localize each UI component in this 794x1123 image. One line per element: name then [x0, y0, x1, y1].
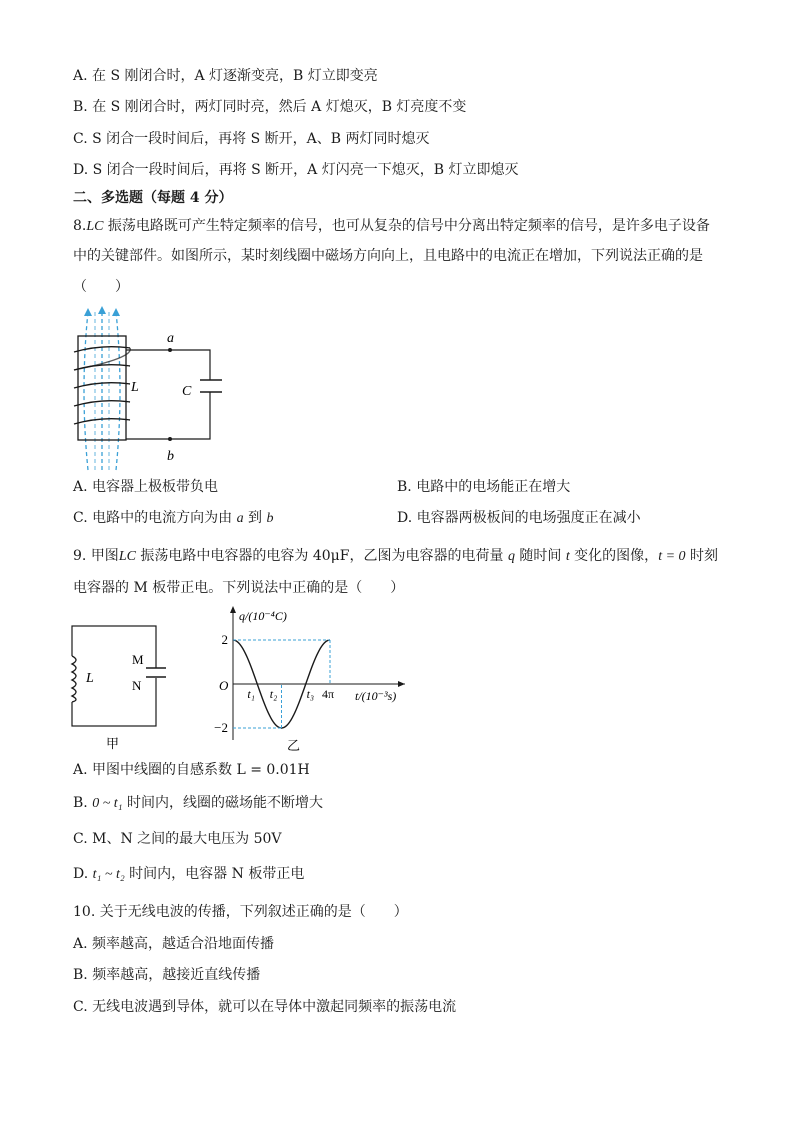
x-tick-t1: t₁	[247, 687, 255, 701]
x-axis-label: t/(10⁻³s)	[355, 689, 397, 703]
q9-option-d-range: t₁ ~ t₂	[92, 867, 125, 882]
q10-option-b: B. 频率越高，越接近直线传播	[73, 967, 261, 983]
q7-option-a: A. 在 S 刚闭合时，A 灯逐渐变亮，B 灯立即变亮	[73, 68, 378, 84]
label-b: b	[167, 449, 174, 464]
jia-label-l: L	[86, 671, 94, 686]
q9-stem-mid2: ，乙图为电容器的电荷量	[349, 548, 508, 564]
q9-option-a: A. 甲图中线圈的自感系数 L = 0.01H	[73, 762, 310, 778]
q8-option-b: B. 电路中的电场能正在增大	[397, 479, 571, 495]
x-axis-arrow	[398, 681, 405, 687]
label-a: a	[167, 331, 174, 346]
q10-option-c: C. 无线电波遇到导体，就可以在导体中激起同频率的振荡电流	[73, 999, 457, 1015]
q9-t: t	[565, 549, 570, 564]
q9-option-c: C. M、N 之间的最大电压为 50V	[73, 831, 282, 847]
q9-option-b-pre: B.	[73, 795, 93, 811]
section-title: 二、多选题（每题 4 分）	[73, 190, 233, 206]
q9-stem-end: 时刻	[685, 548, 718, 564]
y-tick-neg2: −2	[214, 720, 228, 735]
q7-option-c: C. S 闭合一段时间后，再将 S 断开，A、B 两灯同时熄灭	[73, 131, 430, 147]
q9-option-b-range: 0 ~ t₁	[92, 796, 123, 811]
q10-stem: 10. 关于无线电波的传播，下列叙述正确的是（ ）	[73, 904, 408, 920]
jia-label-n: N	[132, 678, 142, 693]
q9-number: 9.	[73, 548, 87, 564]
q8-option-c-pre: C. 电路中的电流方向为由	[73, 510, 237, 526]
bottom-wire	[126, 392, 210, 439]
label-c: C	[182, 384, 192, 399]
q8-option-a: A. 电容器上极板带负电	[73, 479, 219, 495]
q8-option-c	[73, 508, 273, 529]
q9-option-d-pre: D.	[73, 866, 93, 882]
jia-label-m: M	[132, 652, 144, 667]
q9-stem-line-1	[73, 546, 718, 567]
q8-circuit-figure	[60, 300, 240, 475]
q8-option-c-mid: 到	[243, 510, 267, 526]
q9-stem-mid: 振荡电路中电容器的电容为	[135, 548, 313, 564]
x-tick-4pi: 4π	[322, 687, 335, 701]
q7-option-d: D. S 闭合一段时间后，再将 S 断开，A 灯闪亮一下熄灭，B 灯立即熄灭	[73, 162, 519, 178]
magnetic-field-lines	[84, 310, 120, 470]
q9-option-d-post: 时间内，电容器 N 板带正电	[124, 866, 305, 882]
q9-stem-mid3: 随时间	[514, 548, 566, 564]
q8-number: 8.	[73, 218, 87, 234]
y-axis-arrow	[230, 606, 236, 613]
q8-paren: （ ）	[73, 279, 129, 295]
q8-option-d: D. 电容器两极板间的电场强度正在减小	[397, 510, 641, 526]
top-wire	[126, 350, 210, 380]
q8-stem-1: 振荡电路既可产生特定频率的信号，也可从复杂的信号中分离出特定频率的信号，是许多电子设备	[103, 218, 710, 234]
q9-option-b-post: 时间内，线圈的磁场能不断增大	[122, 795, 323, 811]
q9-stem-mid4: 变化的图像，	[569, 548, 659, 564]
y-axis-label: q/(10⁻⁴C)	[239, 609, 287, 623]
q9-t0: t = 0	[658, 549, 686, 564]
q8-lc: LC	[86, 219, 104, 234]
q8-stem-line-2: 中的关键部件。如图所示，某时刻线圈中磁场方向向上，且电路中的电流正在增加，下列说法正确的是	[73, 248, 703, 264]
jia-circuit-frame	[72, 626, 156, 726]
x-tick-t3: t₃	[306, 687, 315, 701]
q9-circuit-jia	[62, 618, 172, 753]
q9-stem-pre: 甲图	[90, 548, 119, 564]
jia-caption: 甲	[106, 736, 120, 751]
q8-option-c-a: a	[236, 511, 244, 526]
q9-q: q	[507, 549, 515, 564]
q10-option-a: A. 频率越高，越适合沿地面传播	[73, 936, 275, 952]
q9-capacitance: 40μF	[312, 548, 350, 564]
origin-label: O	[219, 678, 229, 693]
node-a	[168, 348, 172, 352]
node-b	[168, 437, 172, 441]
q9-option-d	[73, 864, 304, 885]
chart-title: 乙	[287, 738, 301, 753]
q7-option-b: B. 在 S 刚闭合时，两灯同时亮，然后 A 灯熄灭，B 灯亮度不变	[73, 99, 467, 115]
q9-option-b	[73, 793, 323, 814]
x-tick-t2: t₂	[269, 687, 278, 701]
q9-lc: LC	[118, 549, 136, 564]
y-tick-2: 2	[221, 632, 228, 647]
q9-chart-yi	[205, 600, 415, 755]
q8-stem-line-1	[73, 216, 710, 237]
q9-stem-line-2: 电容器的 M 板带正电。下列说法中正确的是（ ）	[73, 580, 405, 596]
label-l: L	[131, 380, 139, 395]
q8-option-c-b: b	[266, 511, 274, 526]
